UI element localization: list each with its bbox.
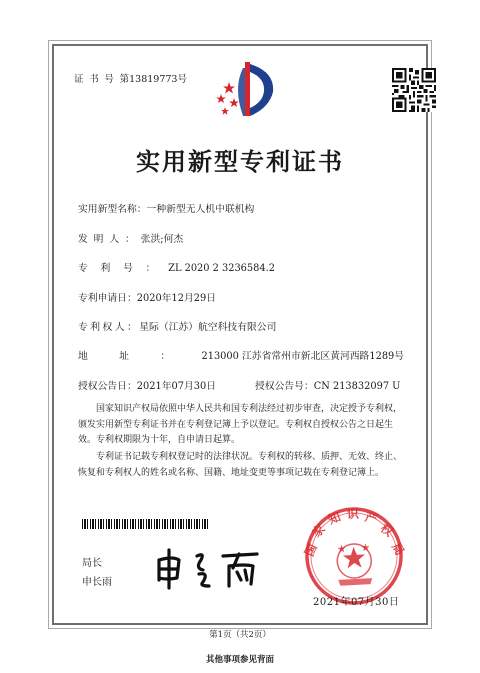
svg-text:国: 国: [302, 541, 320, 559]
field-inventor-label: 发明人：: [78, 234, 141, 245]
svg-text:知: 知: [326, 509, 343, 527]
svg-text:识: 识: [346, 506, 360, 522]
qr-code-icon: [392, 68, 436, 112]
field-filing-date-label: 专利申请日：: [78, 293, 137, 304]
field-inventor: [78, 231, 183, 245]
field-owner: [78, 319, 276, 333]
certificate-number-label: 证书号: [74, 74, 120, 85]
field-grant-date-value: 2021年07月30日: [136, 381, 217, 392]
footer-note: 其他事项参见背面: [205, 655, 274, 665]
field-name-value: 一种新型无人机中联机构: [146, 204, 255, 215]
field-owner-label: 专利权人：: [78, 322, 140, 333]
seal-date: 2021年07月30日: [313, 597, 400, 608]
field-address-label: 地址：: [78, 351, 202, 362]
field-address-value: 213000 江苏省常州市新北区黄河西路1289号: [201, 351, 405, 362]
cnipa-logo-icon: [213, 58, 279, 120]
field-patent-no: [78, 260, 275, 274]
field-patent-no-value: ZL 2020 2 3236584.2: [168, 263, 275, 274]
field-grant-no-value: CN 213832097 U: [313, 381, 401, 392]
certificate-number-value: 第13819773号: [119, 74, 187, 85]
certificate-title: 实用新型专利证书: [136, 147, 344, 176]
field-inventor-value: 张洪;何杰: [140, 234, 184, 245]
field-name-label: 实用新型名称：: [78, 204, 147, 215]
svg-text:家: 家: [309, 521, 328, 541]
field-name: [78, 201, 254, 215]
svg-text:产: 产: [363, 509, 379, 527]
svg-text:权: 权: [377, 520, 396, 540]
certificate-number: [74, 71, 187, 85]
page-number: 第1页（共2页）: [209, 630, 271, 640]
director-signature-icon: [153, 546, 268, 590]
legal-paragraph-2: 专利证书记载专利权登记时的法律状况。专利权的转移、质押、无效、终止、恢复和专利权人的姓名或名称、国籍、地址变更等事项记载在专利登记簿上。: [78, 452, 403, 478]
field-filing-date: [78, 290, 216, 304]
barcode-icon: [82, 519, 210, 529]
field-grant-date: [78, 378, 216, 392]
field-owner-value: 星际（江苏）航空科技有限公司: [139, 322, 277, 333]
svg-text:局: 局: [388, 540, 408, 558]
field-grant-no-label: 授权公告号：: [255, 381, 314, 392]
director-position: 局长: [82, 558, 102, 569]
legal-paragraph-1: 国家知识产权局依照中华人民共和国专利法经过初步审查，决定授予专利权，颁发实用新型专利证书并在专利登记簿上予以登记。专利权自授权公告之日起生效。专利权期限为十年，自申请日起算。: [78, 404, 403, 445]
field-grant-date-label: 授权公告日：: [78, 381, 137, 392]
field-patent-no-label: 专利号：: [78, 263, 169, 274]
field-address: [78, 348, 404, 362]
director-name: 申长雨: [82, 577, 112, 588]
field-grant-no: [255, 378, 400, 392]
field-filing-date-value: 2020年12月29日: [136, 293, 217, 304]
